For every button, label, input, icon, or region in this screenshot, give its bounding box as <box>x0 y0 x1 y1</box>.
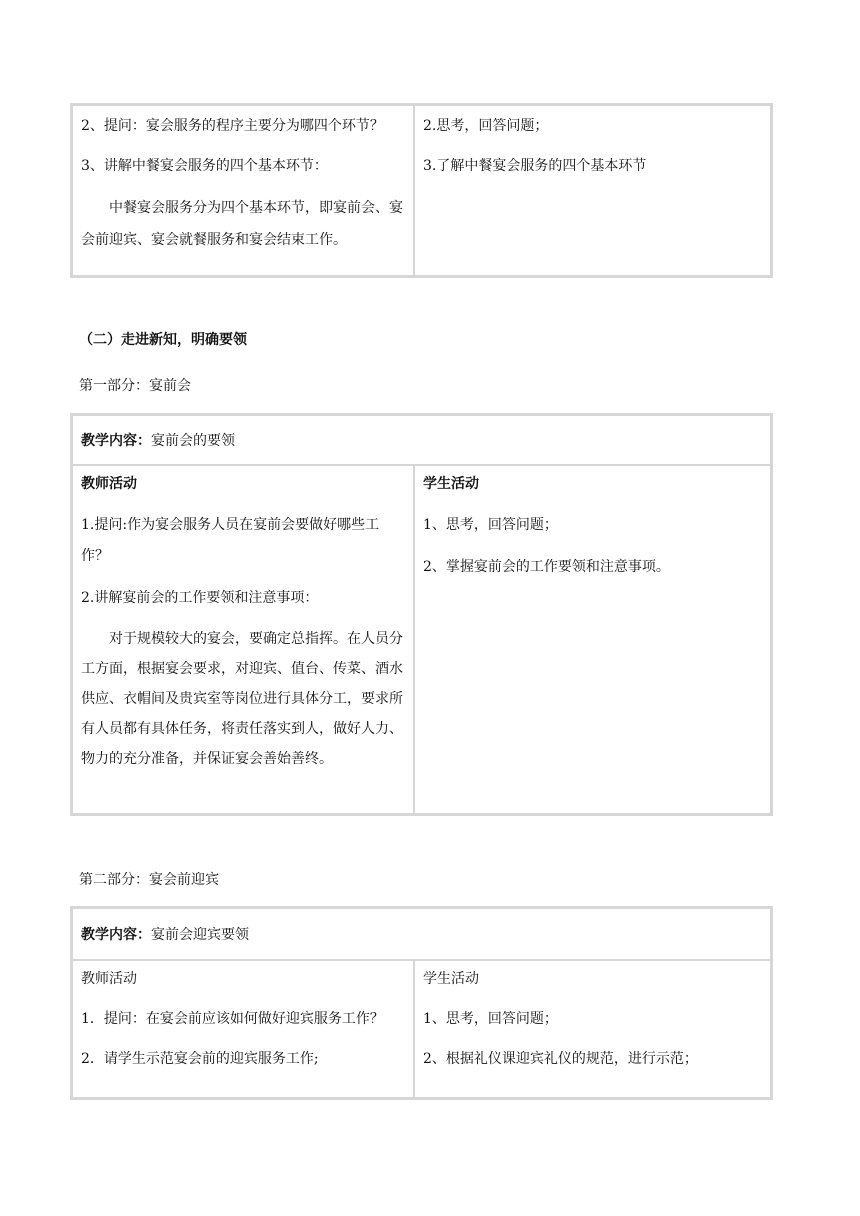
answer-3: 3.了解中餐宴会服务的四个基本环节 <box>423 158 647 174</box>
part1-title: 第一部分：宴前会 <box>79 378 191 394</box>
question-3: 3、讲解中餐宴会服务的四个基本环节： <box>81 158 328 174</box>
teaching-content-label: 教学内容： <box>81 927 151 943</box>
teacher-activity-header: 教师活动 <box>81 476 137 492</box>
student-step-1: 1、思考，回答问题； <box>423 517 558 533</box>
teacher-step-1: 1．提问：在宴会前应该如何做好迎宾服务工作？ <box>81 1011 384 1027</box>
teacher-activity-cell <box>73 961 415 1099</box>
answer-2: 2.思考，回答问题； <box>423 118 549 134</box>
teaching-content-value: 宴前会的要领 <box>151 433 235 449</box>
student-activity-header: 学生活动 <box>423 476 479 492</box>
teacher-activity-cell <box>73 106 415 275</box>
teaching-content-value: 宴前会迎宾要领 <box>151 927 249 943</box>
student-step-1: 1、思考，回答问题； <box>423 1011 558 1027</box>
teacher-step-2: 2.讲解宴前会的工作要领和注意事项： <box>81 590 319 606</box>
section-heading: （二）走进新知，明确要领 <box>79 332 247 348</box>
student-activity-header: 学生活动 <box>423 971 479 987</box>
student-step-2: 2、根据礼仪课迎宾礼仪的规范，进行示范； <box>423 1051 698 1067</box>
question-2: 2、提问：宴会服务的程序主要分为哪四个环节？ <box>81 118 384 134</box>
four-steps-paragraph: 中餐宴会服务分为四个基本环节，即宴前会、宴会前迎宾、宴会就餐服务和宴会结束工作。 <box>81 200 403 248</box>
teaching-content-cell <box>73 430 770 450</box>
part2-title: 第二部分：宴会前迎宾 <box>79 872 219 888</box>
teacher-activity-cell <box>73 466 415 815</box>
teaching-content-label: 教学内容： <box>81 433 151 449</box>
student-activity-cell <box>415 466 770 815</box>
part1-table <box>70 413 773 816</box>
teacher-step-2: 2．请学生示范宴会前的迎宾服务工作; <box>81 1051 319 1067</box>
pre-banquet-paragraph: 对于规模较大的宴会，要确定总指挥。在人员分工方面，根据宴会要求，对迎宾、值台、传菜、酒水供应、衣帽间及贵宾室等岗位进行具体分工，要求所有人员都有具体任务，将责任落实到人，做好人力、物力的充分准备，并保证宴会善始善终。 <box>81 631 403 767</box>
student-step-2: 2、掌握宴前会的工作要领和注意事项。 <box>423 559 670 575</box>
teacher-step-1: 1.提问:作为宴会服务人员在宴前会要做好哪些工作？ <box>81 517 380 564</box>
prior-steps-table <box>70 103 773 278</box>
student-activity-cell <box>415 961 770 1099</box>
teaching-content-cell <box>73 924 770 944</box>
part2-table <box>70 906 773 1100</box>
teacher-activity-header: 教师活动 <box>81 971 137 987</box>
student-activity-cell <box>415 106 770 275</box>
